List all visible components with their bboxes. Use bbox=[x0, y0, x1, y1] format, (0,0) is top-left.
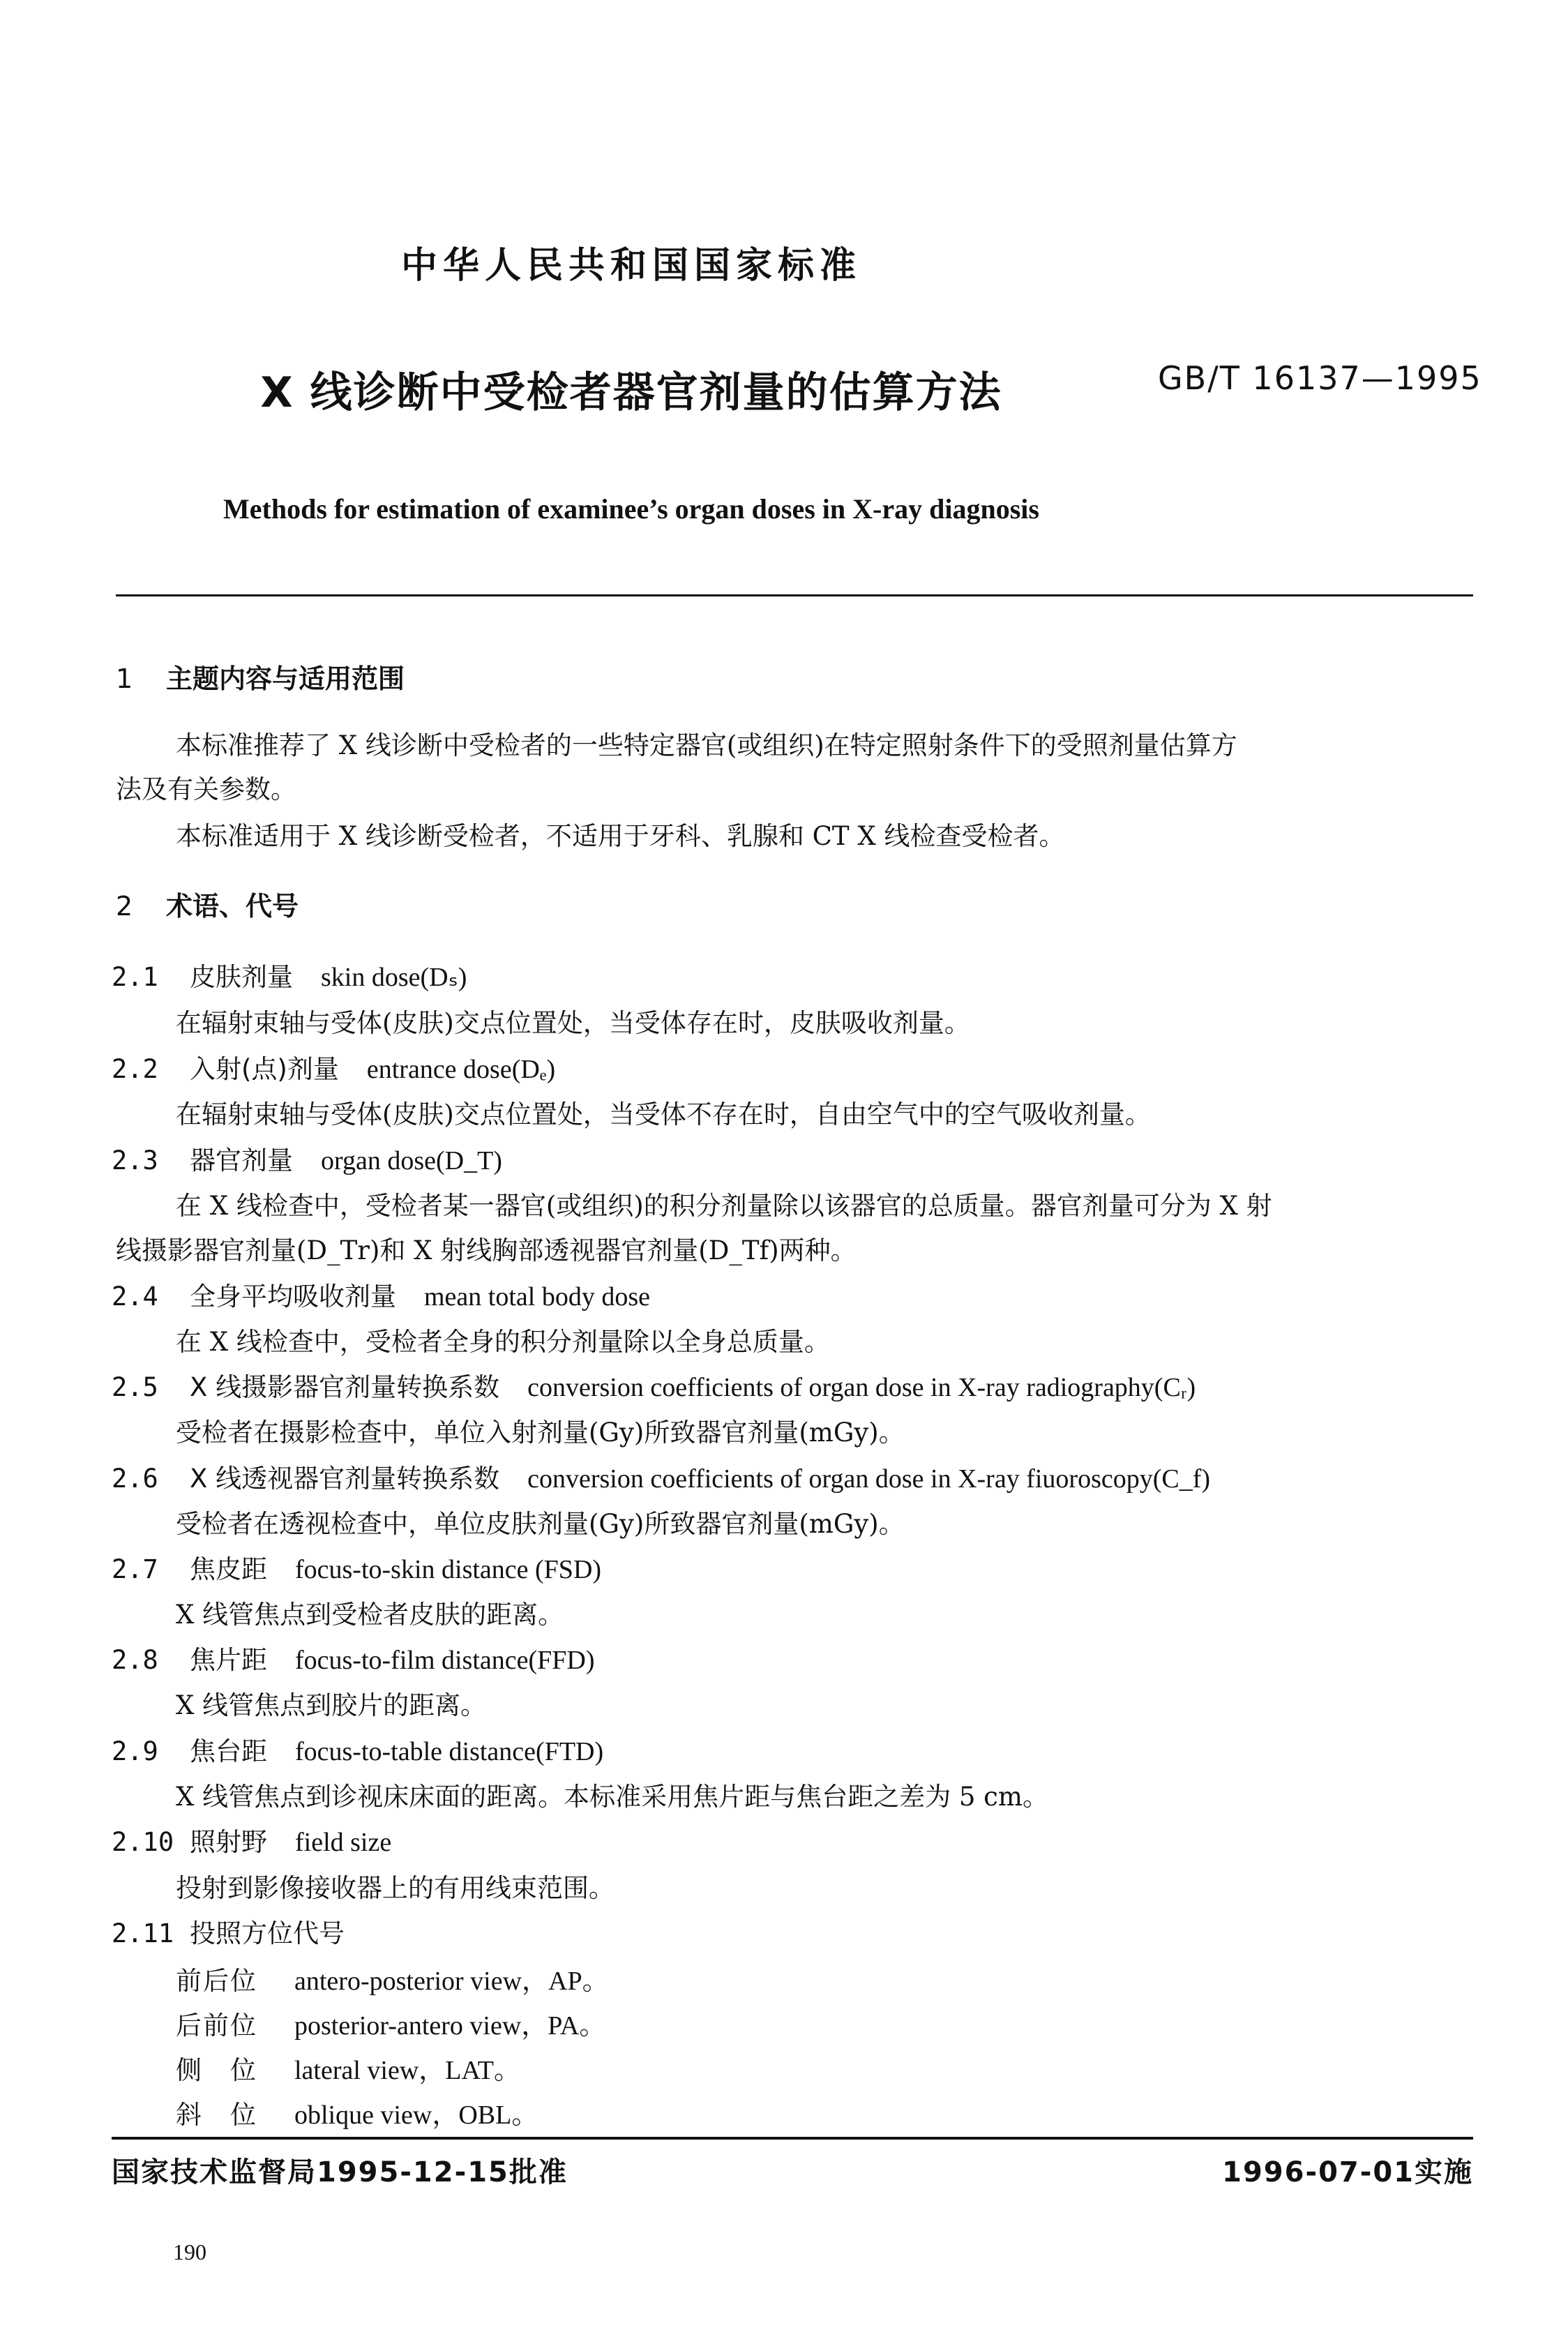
view-chinese: 后前位 bbox=[176, 2011, 257, 2041]
term-chinese: X 线摄影器官剂量转换系数 bbox=[190, 1372, 500, 1402]
term-number: 2.3 bbox=[112, 1145, 158, 1175]
view-pa bbox=[176, 2004, 605, 2042]
view-lat bbox=[176, 2048, 520, 2087]
term-chinese: 焦片距 bbox=[190, 1645, 267, 1675]
term-2-6-definition: 受检者在透视检查中，单位皮肤剂量(Gy)所致器官剂量(mGy)。 bbox=[176, 1509, 905, 1539]
term-english: focus-to-skin distance (FSD) bbox=[295, 1555, 602, 1584]
term-number: 2.6 bbox=[112, 1464, 158, 1494]
view-english: lateral view，LAT。 bbox=[294, 2056, 520, 2085]
view-english: antero-posterior view，AP。 bbox=[294, 1967, 609, 1996]
term-number: 2.8 bbox=[112, 1645, 158, 1675]
term-english: field size bbox=[295, 1828, 392, 1857]
term-2-4 bbox=[112, 1275, 650, 1313]
term-english: focus-to-table distance(FTD) bbox=[295, 1737, 604, 1766]
term-2-9 bbox=[112, 1730, 603, 1768]
term-2-10-definition: 投射到影像接收器上的有用线束范围。 bbox=[176, 1873, 615, 1903]
page-number: 190 bbox=[173, 2239, 206, 2264]
term-number: 2.9 bbox=[112, 1736, 158, 1766]
term-english: mean total body dose bbox=[424, 1282, 650, 1312]
term-number: 2.5 bbox=[112, 1372, 158, 1402]
term-number: 2.1 bbox=[112, 962, 158, 992]
term-number: 2.10 bbox=[112, 1827, 174, 1857]
title-english: Methods for estimation of examinee’s organ doses in X-ray diagnosis bbox=[223, 493, 1039, 525]
term-english: focus-to-film distance(FFD) bbox=[295, 1646, 595, 1675]
term-2-2 bbox=[112, 1048, 555, 1085]
term-2-7 bbox=[112, 1548, 601, 1586]
effective-date: 1996-07-01实施 bbox=[1222, 2156, 1473, 2188]
section-2-number: 2 bbox=[116, 891, 133, 922]
term-2-9-definition: X 线管焦点到诊视床床面的距离。本标准采用焦片距与焦台距之差为 5 cm。 bbox=[176, 1782, 1048, 1812]
term-2-5-definition: 受检者在摄影检查中，单位入射剂量(Gy)所致器官剂量(mGy)。 bbox=[176, 1418, 905, 1448]
term-chinese: 全身平均吸收剂量 bbox=[190, 1282, 396, 1312]
term-2-1-definition: 在辐射束轴与受体(皮肤)交点位置处，当受体存在时，皮肤吸收剂量。 bbox=[176, 1008, 970, 1038]
term-chinese: 入射(点)剂量 bbox=[190, 1054, 339, 1084]
term-2-3-definition-line-1: 在 X 线检查中，受检者某一器官(或组织)的积分剂量除以该器官的总质量。器官剂量可分为 X 射 bbox=[176, 1191, 1272, 1221]
term-english: conversion coefficients of organ dose in X-ray fiuoroscopy(C_f) bbox=[527, 1464, 1211, 1494]
term-chinese: 皮肤剂量 bbox=[190, 962, 293, 992]
header-divider bbox=[116, 594, 1473, 596]
section-2-title: 术语、代号 bbox=[166, 891, 299, 922]
view-ap bbox=[176, 1959, 609, 1997]
title-chinese: X 线诊断中受检者器官剂量的估算方法 bbox=[260, 368, 1002, 417]
section-1-number: 1 bbox=[116, 663, 133, 694]
approval-date: 国家技术监督局1995-12-15批准 bbox=[112, 2156, 568, 2188]
term-english: entrance dose(Dₑ) bbox=[366, 1055, 556, 1084]
view-english: posterior-antero view，PA。 bbox=[294, 2011, 606, 2041]
term-chinese: 器官剂量 bbox=[190, 1145, 293, 1175]
term-chinese: 焦皮距 bbox=[190, 1554, 267, 1584]
term-2-6 bbox=[112, 1457, 1210, 1495]
section-1-paragraph-1-line-2: 法及有关参数。 bbox=[116, 774, 296, 804]
term-chinese: 投照方位代号 bbox=[190, 1918, 345, 1948]
section-1-heading bbox=[116, 657, 405, 696]
standard-type-heading: 中华人民共和国国家标准 bbox=[400, 245, 861, 287]
standard-code: GB/T 16137—1995 bbox=[1158, 359, 1482, 397]
term-number: 2.4 bbox=[112, 1282, 158, 1312]
term-2-8-definition: X 线管焦点到胶片的距离。 bbox=[176, 1690, 487, 1720]
view-chinese: 前后位 bbox=[176, 1966, 257, 1996]
term-english: skin dose(Dₛ) bbox=[321, 963, 467, 992]
term-2-3 bbox=[112, 1139, 502, 1177]
term-english: organ dose(D_T) bbox=[321, 1146, 502, 1175]
section-1-paragraph-1-line-1: 本标准推荐了 X 线诊断中受检者的一些特定器官(或组织)在特定照射条件下的受照剂量估算方 bbox=[176, 730, 1237, 760]
term-chinese: 焦台距 bbox=[190, 1736, 267, 1766]
term-chinese: 照射野 bbox=[190, 1827, 267, 1857]
view-obl bbox=[176, 2093, 538, 2131]
section-2-heading bbox=[116, 885, 299, 923]
term-number: 2.2 bbox=[112, 1054, 158, 1084]
term-2-2-definition: 在辐射束轴与受体(皮肤)交点位置处，当受体不存在时，自由空气中的空气吸收剂量。 bbox=[176, 1099, 1151, 1129]
term-2-10 bbox=[112, 1821, 391, 1858]
term-chinese: X 线透视器官剂量转换系数 bbox=[190, 1464, 500, 1494]
section-1-title: 主题内容与适用范围 bbox=[166, 663, 405, 694]
view-english: oblique view，OBL。 bbox=[294, 2101, 538, 2130]
footer-divider bbox=[112, 2137, 1473, 2140]
view-chinese: 斜 位 bbox=[176, 2100, 257, 2130]
section-1-paragraph-2: 本标准适用于 X 线诊断受检者，不适用于牙科、乳腺和 CT X 线检查受检者。 bbox=[176, 821, 1065, 851]
term-number: 2.7 bbox=[112, 1554, 158, 1584]
term-english: conversion coefficients of organ dose in X-ray radiography(Cᵣ) bbox=[527, 1373, 1196, 1402]
term-number: 2.11 bbox=[112, 1918, 174, 1948]
view-chinese: 侧 位 bbox=[176, 2055, 257, 2085]
term-2-1 bbox=[112, 956, 467, 993]
term-2-5 bbox=[112, 1366, 1196, 1404]
term-2-3-definition-line-2: 线摄影器官剂量(D_Tr)和 X 射线胸部透视器官剂量(D_Tf)两种。 bbox=[116, 1235, 857, 1265]
term-2-11 bbox=[112, 1912, 372, 1950]
term-2-4-definition: 在 X 线检查中，受检者全身的积分剂量除以全身总质量。 bbox=[176, 1327, 830, 1357]
term-2-8 bbox=[112, 1639, 595, 1676]
term-2-7-definition: X 线管焦点到受检者皮肤的距离。 bbox=[176, 1600, 564, 1630]
